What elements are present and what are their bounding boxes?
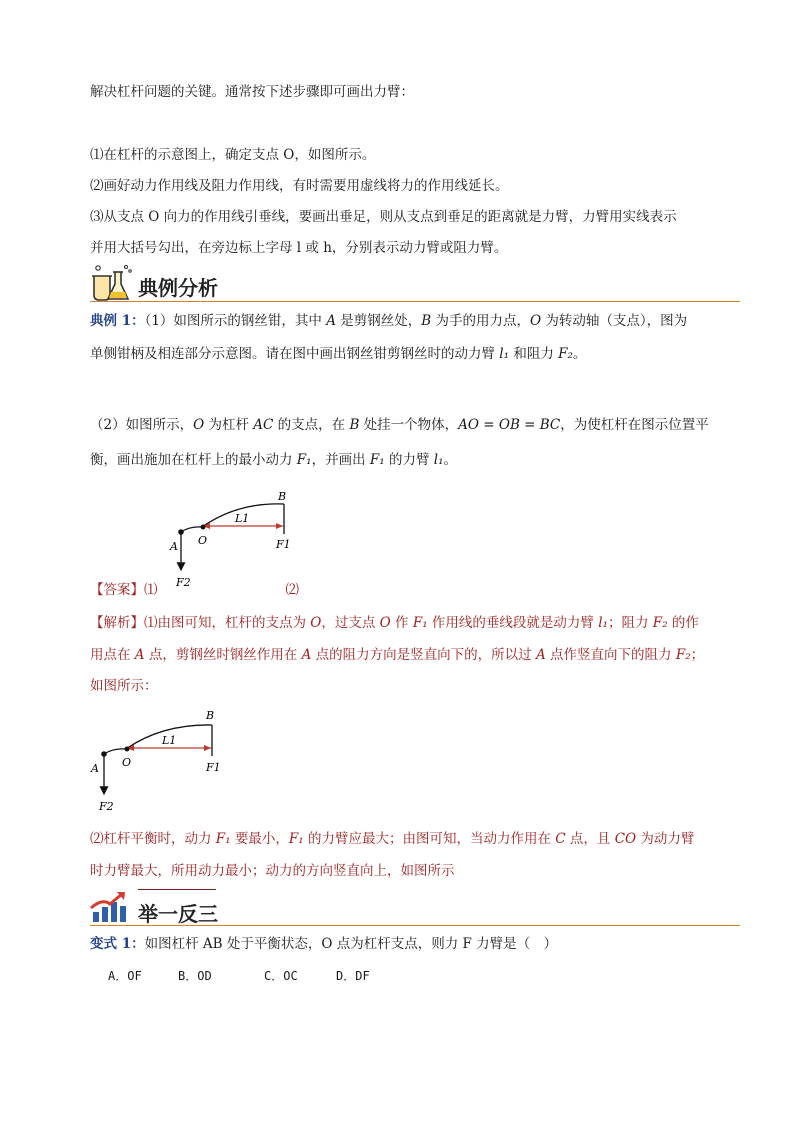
variant-label: 变式 1： — [90, 936, 145, 952]
step-2: ⑵画好动力作用线及阻力作用线，有时需要用虚线将力的作用线延长。 — [90, 178, 509, 194]
example-1-q2-line-b: 衡，画出施加在杠杆上的最小动力 F₁，并画出 F₁ 的力臂 l₁。 — [90, 452, 457, 468]
label-o: O — [198, 534, 208, 547]
label-f1: F1 — [276, 538, 291, 551]
label-f2: F2 — [176, 576, 191, 589]
analysis-line-5: 时力臂最大，所用动力最小；动力的方向竖直向上，如图所示 — [90, 863, 455, 879]
variant-1-options — [108, 966, 738, 986]
answer-label: 【答案】 — [90, 582, 144, 598]
lever-diagram-analysis — [82, 706, 232, 818]
label-o: O — [122, 756, 132, 769]
analysis-line-2: 用点在 A 点，剪钢丝时钢丝作用在 A 点的阻力方向是竖直向下的，所以过 A 点作竖直向下的阻力 F₂； — [90, 647, 705, 663]
analysis-line-3: 如图所示： — [90, 678, 158, 694]
section-divider — [90, 925, 740, 926]
analysis-label: 【解析】 — [90, 615, 144, 631]
label-f1: F1 — [206, 761, 221, 774]
label-b: B — [206, 709, 215, 722]
variant-1-question: 变式 1：如图杠杆 AB 处于平衡状态，O 点为杠杆支点，则力 F 力臂是（ ） — [90, 936, 558, 952]
section-2-top-rule — [138, 889, 216, 890]
example-1-q2-line-a: （2）如图所示，O 为杠杆 AC 的支点，在 B 处挂一个物体，AO = OB = BC，为使杠杆在图示位置平 — [90, 417, 709, 433]
example-label: 典例 1： — [90, 313, 145, 329]
option-c[interactable]: C．OC — [264, 969, 298, 983]
analysis-line-1: 【解析】⑴由图可知，杠杆的支点为 O，过支点 O 作 F₁ 作用线的垂线段就是动力臂 l₁；阻力 F₂ 的作 — [90, 615, 699, 631]
option-d[interactable]: D．DF — [336, 969, 370, 983]
answer-line: 【答案】⑴ ⑵ — [90, 582, 299, 598]
section-title-practice: 举一反三 — [138, 902, 218, 926]
step-3-line-a: ⑶从支点 O 向力的作用线引垂线，要画出垂足，则从支点到垂足的距离就是力臂，力臂用实线表示 — [90, 209, 677, 225]
label-l1: L1 — [162, 734, 177, 747]
rising-chart-icon — [88, 890, 132, 924]
step-1: ⑴在杠杆的示意图上，确定支点 O，如图所示。 — [90, 147, 376, 163]
option-a[interactable]: A．OF — [108, 969, 142, 983]
label-f2: F2 — [99, 800, 114, 813]
example-1-q1-line-b: 单侧钳柄及相连部分示意图。请在图中画出钢丝钳剪钢丝时的动力臂 l₁ 和阻力 F₂。 — [90, 346, 587, 362]
step-3-line-b: 并用大括号勾出，在旁边标上字母 l 或 h，分别表示动力臂或阻力臂。 — [90, 240, 508, 256]
label-b: B — [278, 490, 287, 503]
label-a: A — [91, 762, 99, 775]
chemistry-flask-icon — [88, 262, 134, 302]
intro-line: 解决杠杆问题的关键。通常按下述步骤即可画出力臂： — [90, 84, 414, 100]
section-divider — [90, 301, 740, 302]
label-l1: L1 — [235, 512, 250, 525]
section-title-examples: 典例分析 — [138, 276, 218, 300]
lever-diagram-answer — [160, 486, 310, 594]
label-a: A — [170, 540, 178, 553]
option-b[interactable]: B．OD — [178, 969, 212, 983]
analysis-line-4: ⑵杠杆平衡时，动力 F₁ 要最小，F₁ 的力臂应最大；由图可知，当动力作用在 C 点，且 CO 为动力臂 — [90, 831, 695, 847]
example-1-q1-line-a: 典例 1：（1）如图所示的钢丝钳，其中 A 是剪钢丝处，B 为手的用力点，O 为转动轴（支点），图为 — [90, 313, 688, 329]
